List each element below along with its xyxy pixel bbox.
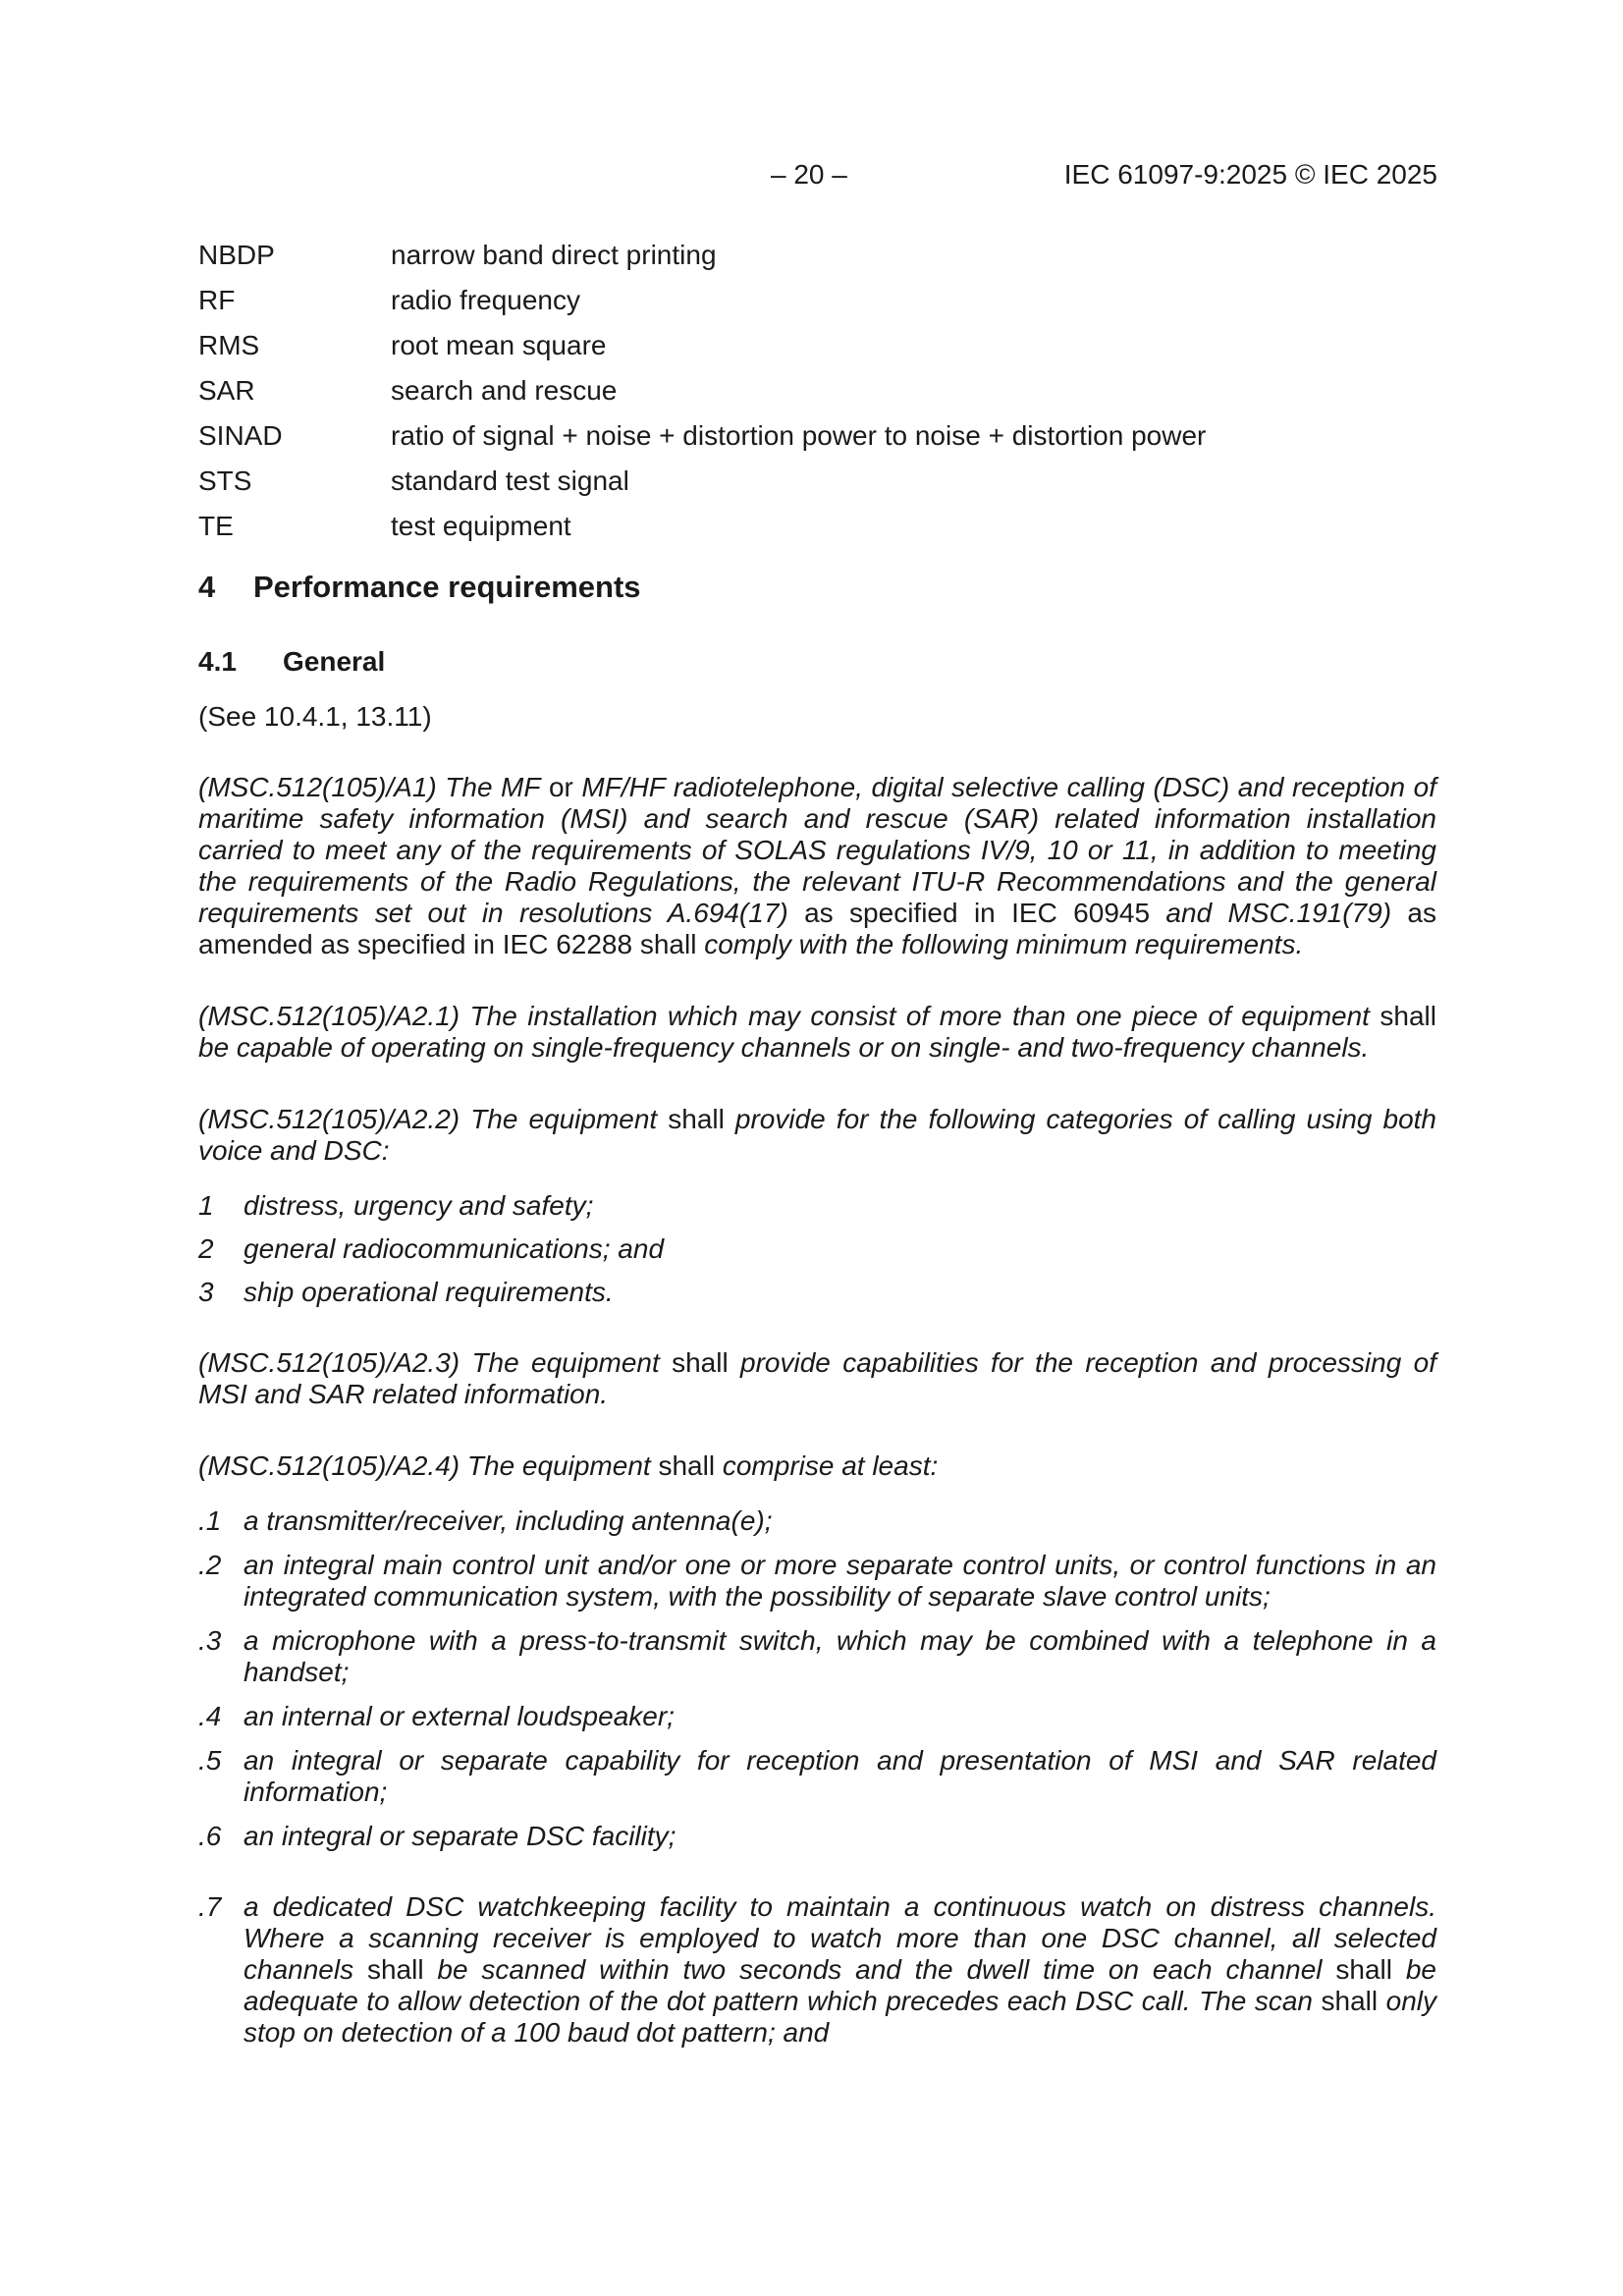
- requirement-a2-4: [198, 1450, 1436, 1482]
- text-run: (MSC.512(105)/A2.2) The equipment: [198, 1104, 658, 1134]
- text-run: shall: [657, 1104, 735, 1134]
- abbreviation-definition: search and rescue: [391, 375, 618, 406]
- components-list: [198, 1505, 1436, 1852]
- text-run: as specified in IEC 60945: [787, 898, 1166, 928]
- abbreviation-row: [198, 371, 1435, 416]
- text-run: and MSC.191(79): [1165, 898, 1392, 928]
- page-number: – 20 –: [771, 159, 847, 190]
- text-run: only stop on detection of a 100 baud dot pattern; and: [243, 1986, 1436, 2048]
- list-item: [198, 1233, 1436, 1265]
- list-marker: .5: [198, 1745, 222, 1776]
- abbreviation-definition: narrow band direct printing: [391, 240, 717, 270]
- text-run: be capable of operating on single-frequency channels or on single- and two-frequency channels.: [198, 1032, 1370, 1063]
- standard-reference: IEC 61097-9:2025 © IEC 2025: [1063, 159, 1437, 190]
- abbreviation-definition: test equipment: [391, 511, 571, 541]
- text-run: (MSC.512(105)/A2.4) The equipment: [198, 1450, 651, 1481]
- list-item: [198, 1277, 1436, 1308]
- abbreviation-row: [198, 236, 1435, 281]
- subsection-title: General: [283, 646, 386, 677]
- abbreviation-row: [198, 326, 1435, 371]
- list-item: [198, 1550, 1436, 1613]
- section-4-1-heading: [198, 646, 1436, 678]
- list-text: an integral or separate capability for reception and presentation of MSI and SAR related information;: [243, 1745, 1436, 1807]
- abbreviation-term: STS: [198, 465, 252, 496]
- requirement-a1: [198, 772, 1436, 960]
- list-text: an integral or separate DSC facility;: [243, 1821, 676, 1851]
- abbreviation-row: [198, 281, 1435, 326]
- text-run: shall: [1313, 1986, 1386, 2016]
- abbreviation-definition: ratio of signal + noise + distortion power to noise + distortion power: [391, 420, 1207, 451]
- list-marker: 3: [198, 1277, 214, 1307]
- subsection-number: 4.1: [198, 646, 237, 677]
- text-run: be adequate to allow detection of the dot pattern which precedes each DSC call. The scan: [243, 1954, 1436, 2016]
- abbreviation-definition: standard test signal: [391, 465, 629, 496]
- text-run: comprise at least:: [722, 1450, 939, 1481]
- list-item: [198, 1891, 1436, 2049]
- abbreviation-term: SINAD: [198, 420, 283, 451]
- list-text: general radiocommunications; and: [243, 1233, 665, 1264]
- list-text: distress, urgency and safety;: [243, 1190, 594, 1221]
- list-marker: 1: [198, 1190, 214, 1221]
- text-run: shall: [353, 1954, 438, 1985]
- list-item: [198, 1701, 1436, 1732]
- text-run: be scanned within two seconds and the dwell time on each channel: [437, 1954, 1323, 1985]
- section-title: Performance requirements: [253, 570, 641, 604]
- list-marker: .7: [198, 1891, 222, 1922]
- text-run: or: [540, 772, 582, 802]
- text-run: a dedicated DSC watchkeeping facility to maintain a continuous watch on distress channels. Where a scanning receiver is employed to watch more than one DSC channel, all selected channels: [243, 1891, 1436, 1985]
- abbreviation-term: TE: [198, 511, 234, 541]
- list-marker: .1: [198, 1505, 222, 1536]
- text-run: (MSC.512(105)/A2.3) The equipment: [198, 1347, 660, 1378]
- list-item: [198, 1821, 1436, 1852]
- section-number: 4: [198, 570, 216, 604]
- text-run: as amended as specified in IEC 62288 shall: [198, 898, 1436, 959]
- text-run: shall: [659, 1347, 741, 1378]
- abbreviation-term: RF: [198, 285, 236, 315]
- list-text: ship operational requirements.: [243, 1277, 614, 1307]
- text-run: MF/HF radiotelephone, digital selective calling (DSC) and reception of maritime safety information (MSI) and search and rescue (SAR) related information installation carried to meet any of the requirements of SOLAS regulations IV/9, 10 or 11, in addition to meeting the requirements of the Radio Regulations, the relevant ITU-R Recommendations and the general requirements set out in resolutions A.694(17): [198, 772, 1436, 928]
- list-item: [198, 1745, 1436, 1808]
- text-run: comply with the following minimum requirements.: [704, 929, 1304, 959]
- section-4-heading: [198, 570, 1436, 605]
- list-text: an internal or external loudspeaker;: [243, 1701, 675, 1731]
- text-run: provide for the following categories of calling using both voice and DSC:: [198, 1104, 1436, 1166]
- list-text: a microphone with a press-to-transmit switch, which may be combined with a telephone in a handset;: [243, 1625, 1436, 1687]
- text-run: provide capabilities for the reception and processing of MSI and SAR related information.: [198, 1347, 1436, 1409]
- list-marker: .3: [198, 1625, 222, 1656]
- list-marker: 2: [198, 1233, 214, 1264]
- list-item: [198, 1625, 1436, 1688]
- see-reference: (See 10.4.1, 13.11): [198, 701, 432, 732]
- calling-categories-list: [198, 1190, 1436, 1308]
- abbreviations-list: [198, 236, 1435, 552]
- text-run: shall: [1369, 1001, 1436, 1031]
- list-marker: .6: [198, 1821, 222, 1851]
- requirement-a2-1: [198, 1001, 1436, 1064]
- text-run: (MSC.512(105)/A2.1) The installation which may consist of more than one piece of equipment: [198, 1001, 1370, 1031]
- text-run: (MSC.512(105)/A1) The MF: [198, 772, 541, 802]
- abbreviation-definition: root mean square: [391, 330, 607, 360]
- list-text: [243, 1891, 1436, 2049]
- list-item: [198, 1190, 1436, 1222]
- list-marker: .2: [198, 1550, 222, 1580]
- abbreviation-row: [198, 416, 1435, 462]
- abbreviation-row: [198, 507, 1435, 552]
- list-text: a transmitter/receiver, including antenna(e);: [243, 1505, 773, 1536]
- page-header: [0, 159, 1623, 198]
- requirement-a2-2: [198, 1104, 1436, 1167]
- abbreviation-definition: radio frequency: [391, 285, 581, 315]
- list-text: an integral main control unit and/or one or more separate control units, or control functions in an integrated communication system, with the possibility of separate slave control units;: [243, 1550, 1436, 1612]
- abbreviation-term: RMS: [198, 330, 260, 360]
- list-marker: .4: [198, 1701, 222, 1731]
- list-item: [198, 1505, 1436, 1537]
- text-run: shall: [650, 1450, 723, 1481]
- abbreviation-term: SAR: [198, 375, 255, 406]
- text-run: shall: [1322, 1954, 1406, 1985]
- abbreviation-term: NBDP: [198, 240, 275, 270]
- requirement-a2-3: [198, 1347, 1436, 1410]
- main-content: [198, 570, 1436, 2061]
- abbreviation-row: [198, 462, 1435, 507]
